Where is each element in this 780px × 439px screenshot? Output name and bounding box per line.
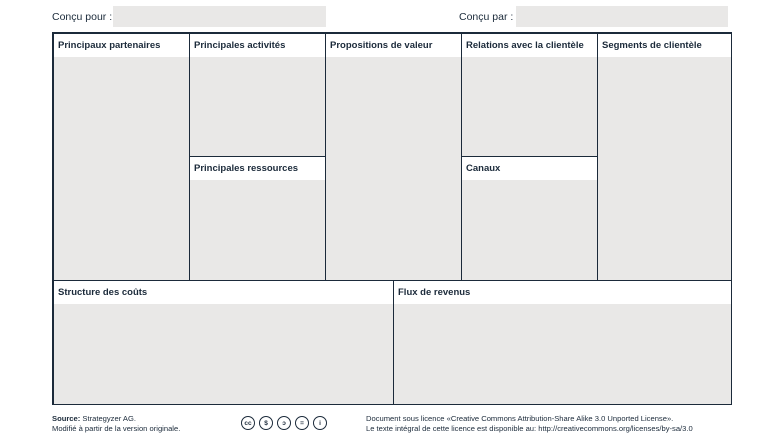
source-note: [52, 414, 180, 434]
modified-note: Modifié à partir de la version originale.: [52, 424, 181, 433]
license-line-2: Le texte intégral de cette licence est disponible au: http://creativecommons.org/licenses/by-sa/3.0: [366, 424, 693, 433]
value-propositions-title: Propositions de valeur: [326, 34, 461, 57]
designed-by-label: Conçu par :: [459, 11, 514, 23]
customer-segments-block[interactable]: [597, 33, 732, 281]
key-partners-title: Principaux partenaires: [54, 34, 189, 57]
info-icon: i: [313, 416, 327, 430]
cc-license-icons: [241, 416, 327, 430]
source-value: Strategyzer AG.: [82, 414, 137, 423]
revenue-streams-block[interactable]: [393, 280, 732, 405]
cost-structure-block[interactable]: [53, 280, 394, 405]
designed-for-label: Conçu pour :: [52, 11, 113, 23]
key-resources-block[interactable]: [189, 156, 326, 281]
revenue-streams-title: Flux de revenus: [394, 281, 731, 304]
customer-relationships-block[interactable]: [461, 33, 598, 157]
designed-for-field[interactable]: [113, 6, 326, 27]
sa-icon: ↄ: [277, 416, 291, 430]
license-line-1: Document sous licence «Creative Commons Attribution-Share Alike 3.0 Unported License».: [366, 414, 674, 423]
key-partners-block[interactable]: [53, 33, 190, 281]
value-propositions-block[interactable]: [325, 33, 462, 281]
key-activities-block[interactable]: [189, 33, 326, 157]
channels-block[interactable]: [461, 156, 598, 281]
by-icon: $: [259, 416, 273, 430]
key-resources-title: Principales ressources: [190, 157, 325, 180]
source-label: Source:: [52, 414, 81, 423]
customer-segments-title: Segments de clientèle: [598, 34, 731, 57]
channels-title: Canaux: [462, 157, 597, 180]
customer-relationships-title: Relations avec la clientèle: [462, 34, 597, 57]
cc-icon: cc: [241, 416, 255, 430]
key-activities-title: Principales activités: [190, 34, 325, 57]
nc-icon: =: [295, 416, 309, 430]
designed-by-field[interactable]: [516, 6, 728, 27]
license-note: [366, 414, 693, 434]
business-model-canvas: [52, 32, 732, 405]
cost-structure-title: Structure des coûts: [54, 281, 393, 304]
